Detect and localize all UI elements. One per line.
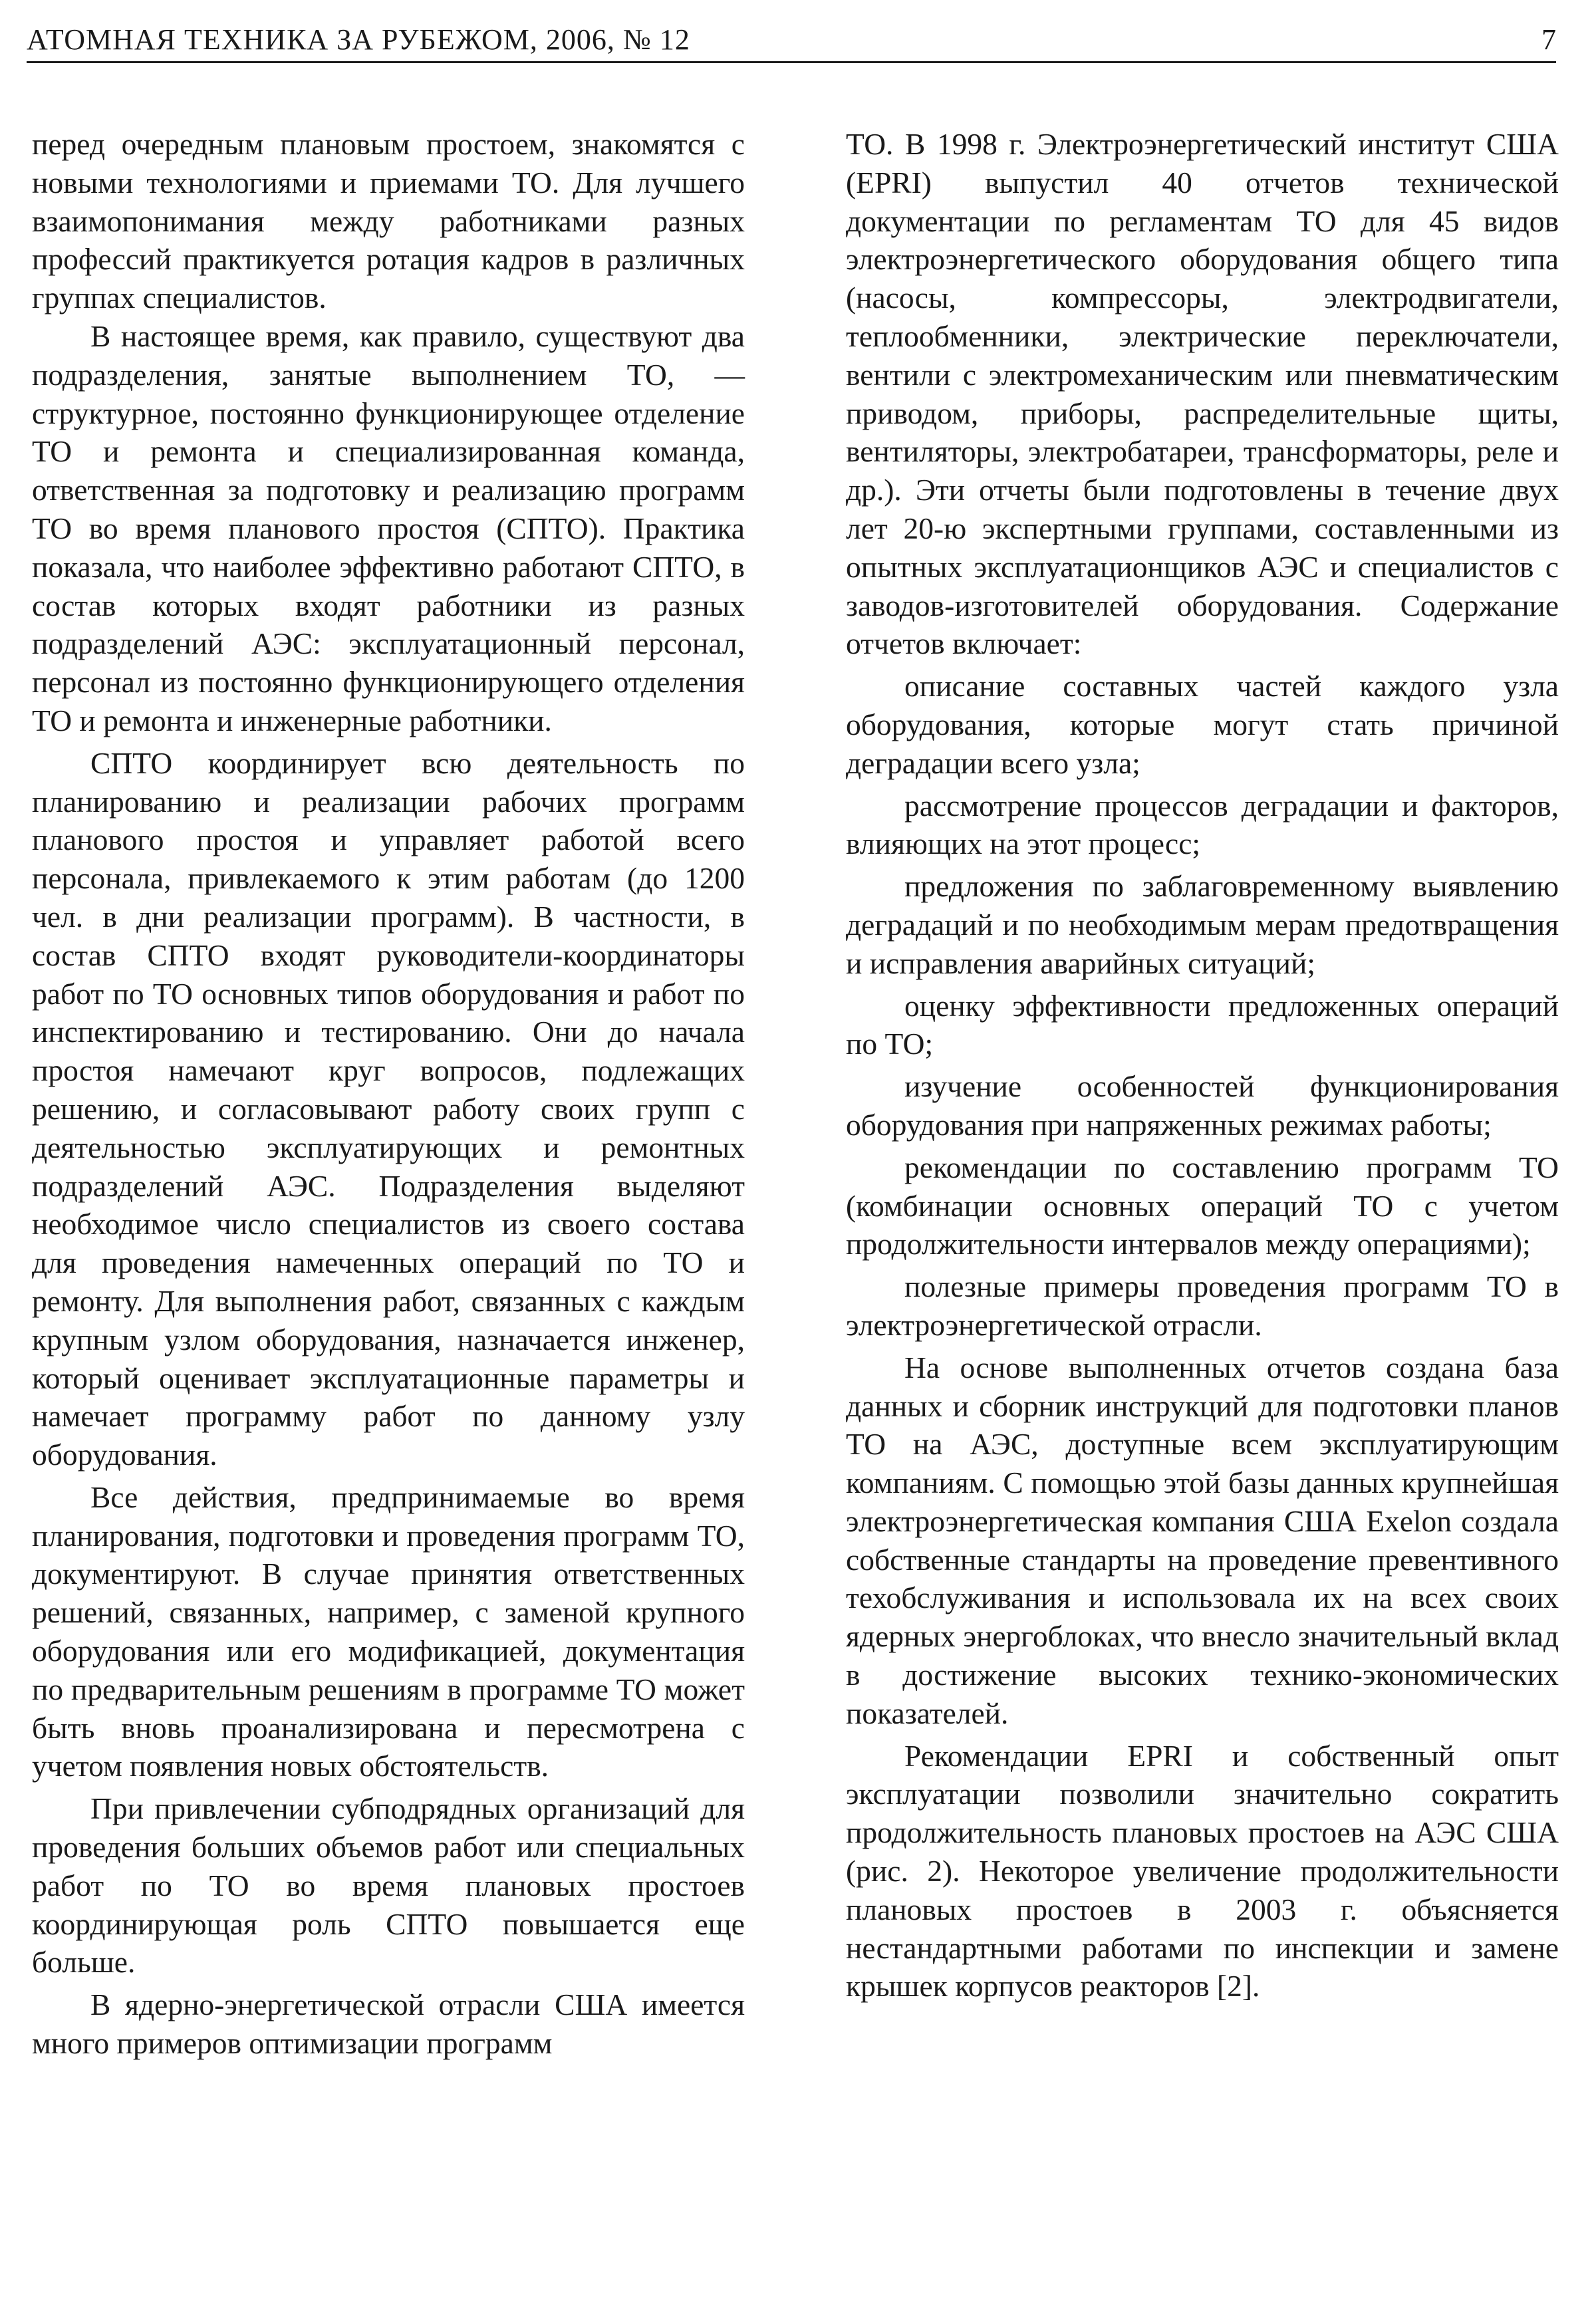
paragraph: ТО. В 1998 г. Электроэнергетический институт США (EPRI) выпустил 40 отчетов технической документации по регламентам ТО для 45 видов электроэнергетического оборудования общего типа (насосы, компрессоры, электродвигатели, теплообменники, электрические переключатели, вентили с электромеханическим или пневматическим приводом, приборы, распределительные щиты, вентиляторы, электробатареи, трансформаторы, реле и др.). Эти отчеты были подготовлены в течение двух лет 20-ю экспертными группами, составленными из опытных эксплуатационщиков АЭС и специалистов с заводов-изготовителей оборудования. Содержание отчетов включает: (846, 127, 1559, 661)
list-item: полезные примеры проведения программ ТО в электроэнергетической отрасли. (846, 1269, 1559, 1342)
page-number: 7 (1541, 23, 1556, 56)
paragraph: Рекомендации EPRI и собственный опыт эксплуатации позволили значительно сократить продолжительность плановых простоев на АЭС США (рис. 2). Некоторое увеличение продолжительности плановых простоев в 2003 г. объясняется нестандартными работами по инспекции и замене крышек корпусов реакторов [2]. (846, 1738, 1559, 2003)
list-item: оценку эффективности предложенных операций по ТО; (846, 988, 1559, 1061)
journal-title: АТОМНАЯ ТЕХНИКА ЗА РУБЕЖОМ, 2006, № 12 (27, 23, 690, 56)
list-item: изучение особенностей функционирования оборудования при напряженных режимах работы; (846, 1069, 1559, 1142)
paragraph: В ядерно-энергетической отрасли США имеется много примеров оптимизации программ (32, 1988, 745, 2061)
paragraph: СПТО координирует всю деятельность по планированию и реализации рабочих программ планового простоя и управляет работой всего персонала, привлекаемого к этим работам (до 1200 чел. в дни реализации программ). В частности, в состав СПТО входят руководители-координаторы работ по ТО основных типов оборудования и работ по инспектированию и тестированию. Они до начала простоя намечают круг вопросов, подлежащих решению, и согласовывают работу своих групп с деятельностью эксплуатирующих и ремонтных подразделений АЭС. Подразделения выделяют необходимое число специалистов из своего состава для проведения намеченных операций по ТО и ремонту. Для выполнения работ, связанных с каждым крупным узлом оборудования, назначается инженер, который оценивает эксплуатационные параметры и намечает программу работ по данному узлу оборудования. (32, 745, 745, 1472)
paragraph: Все действия, предпринимаемые во время планирования, подготовки и проведения программ ТО, документируют. В случае принятия ответственных решений, связанных, например, с заменой крупного оборудования или его модификацией, документация по предварительным решениям в программе ТО может быть вновь проанализирована и пересмотрена с учетом появления новых обстоятельств. (32, 1480, 745, 1783)
list-item: описание составных частей каждого узла оборудования, которые могут стать причиной деградации всего узла; (846, 669, 1559, 780)
paragraph: перед очередным плановым простоем, знакомятся с новыми технологиями и приемами ТО. Для лучшего взаимопонимания между работниками разных профессий практикуется ротация кадров в различных группах специалистов. (32, 127, 745, 315)
right-column (846, 125, 1559, 2005)
left-column (32, 125, 745, 2063)
paragraph: На основе выполненных отчетов создана база данных и сборник инструкций для подготовки планов ТО на АЭС, доступные всем эксплуатирующим компаниям. С помощью этой базы данных крупнейшая электроэнергетическая компания США Exelon создала собственные стандарты на проведение превентивного техобслуживания и использовала их на всех своих ядерных энергоблоках, что внесло значительный вклад в достижение высоких технико-экономических показателей. (846, 1350, 1559, 1730)
paragraph: В настоящее время, как правило, существуют два подразделения, занятые выполнением ТО, — структурное, постоянно функционирующее отделение ТО и ремонта и специализированная команда, ответственная за подготовку и реализацию программ ТО во время планового простоя (СПТО). Практика показала, что наиболее эффективно работают СПТО, в состав которых входят работники из разных подразделений АЭС: эксплуатационный персонал, персонал из постоянно функционирующего отделения ТО и ремонта и инженерные работники. (32, 319, 745, 737)
paragraph: При привлечении субподрядных организаций для проведения больших объемов работ или специальных работ по ТО во время плановых простоев координирующая роль СПТО повышается еще больше. (32, 1791, 745, 1980)
list-item: рекомендации по составлению программ ТО (комбинации основных операций ТО с учетом продолжительности интервалов между операциями); (846, 1150, 1559, 1261)
list-item: предложения по заблаговременному выявлению деградаций и по необходимым мерам предотвращения и исправления аварийных ситуаций; (846, 869, 1559, 980)
running-header (27, 15, 1556, 63)
list-item: рассмотрение процессов деградации и факторов, влияющих на этот процесс; (846, 788, 1559, 861)
